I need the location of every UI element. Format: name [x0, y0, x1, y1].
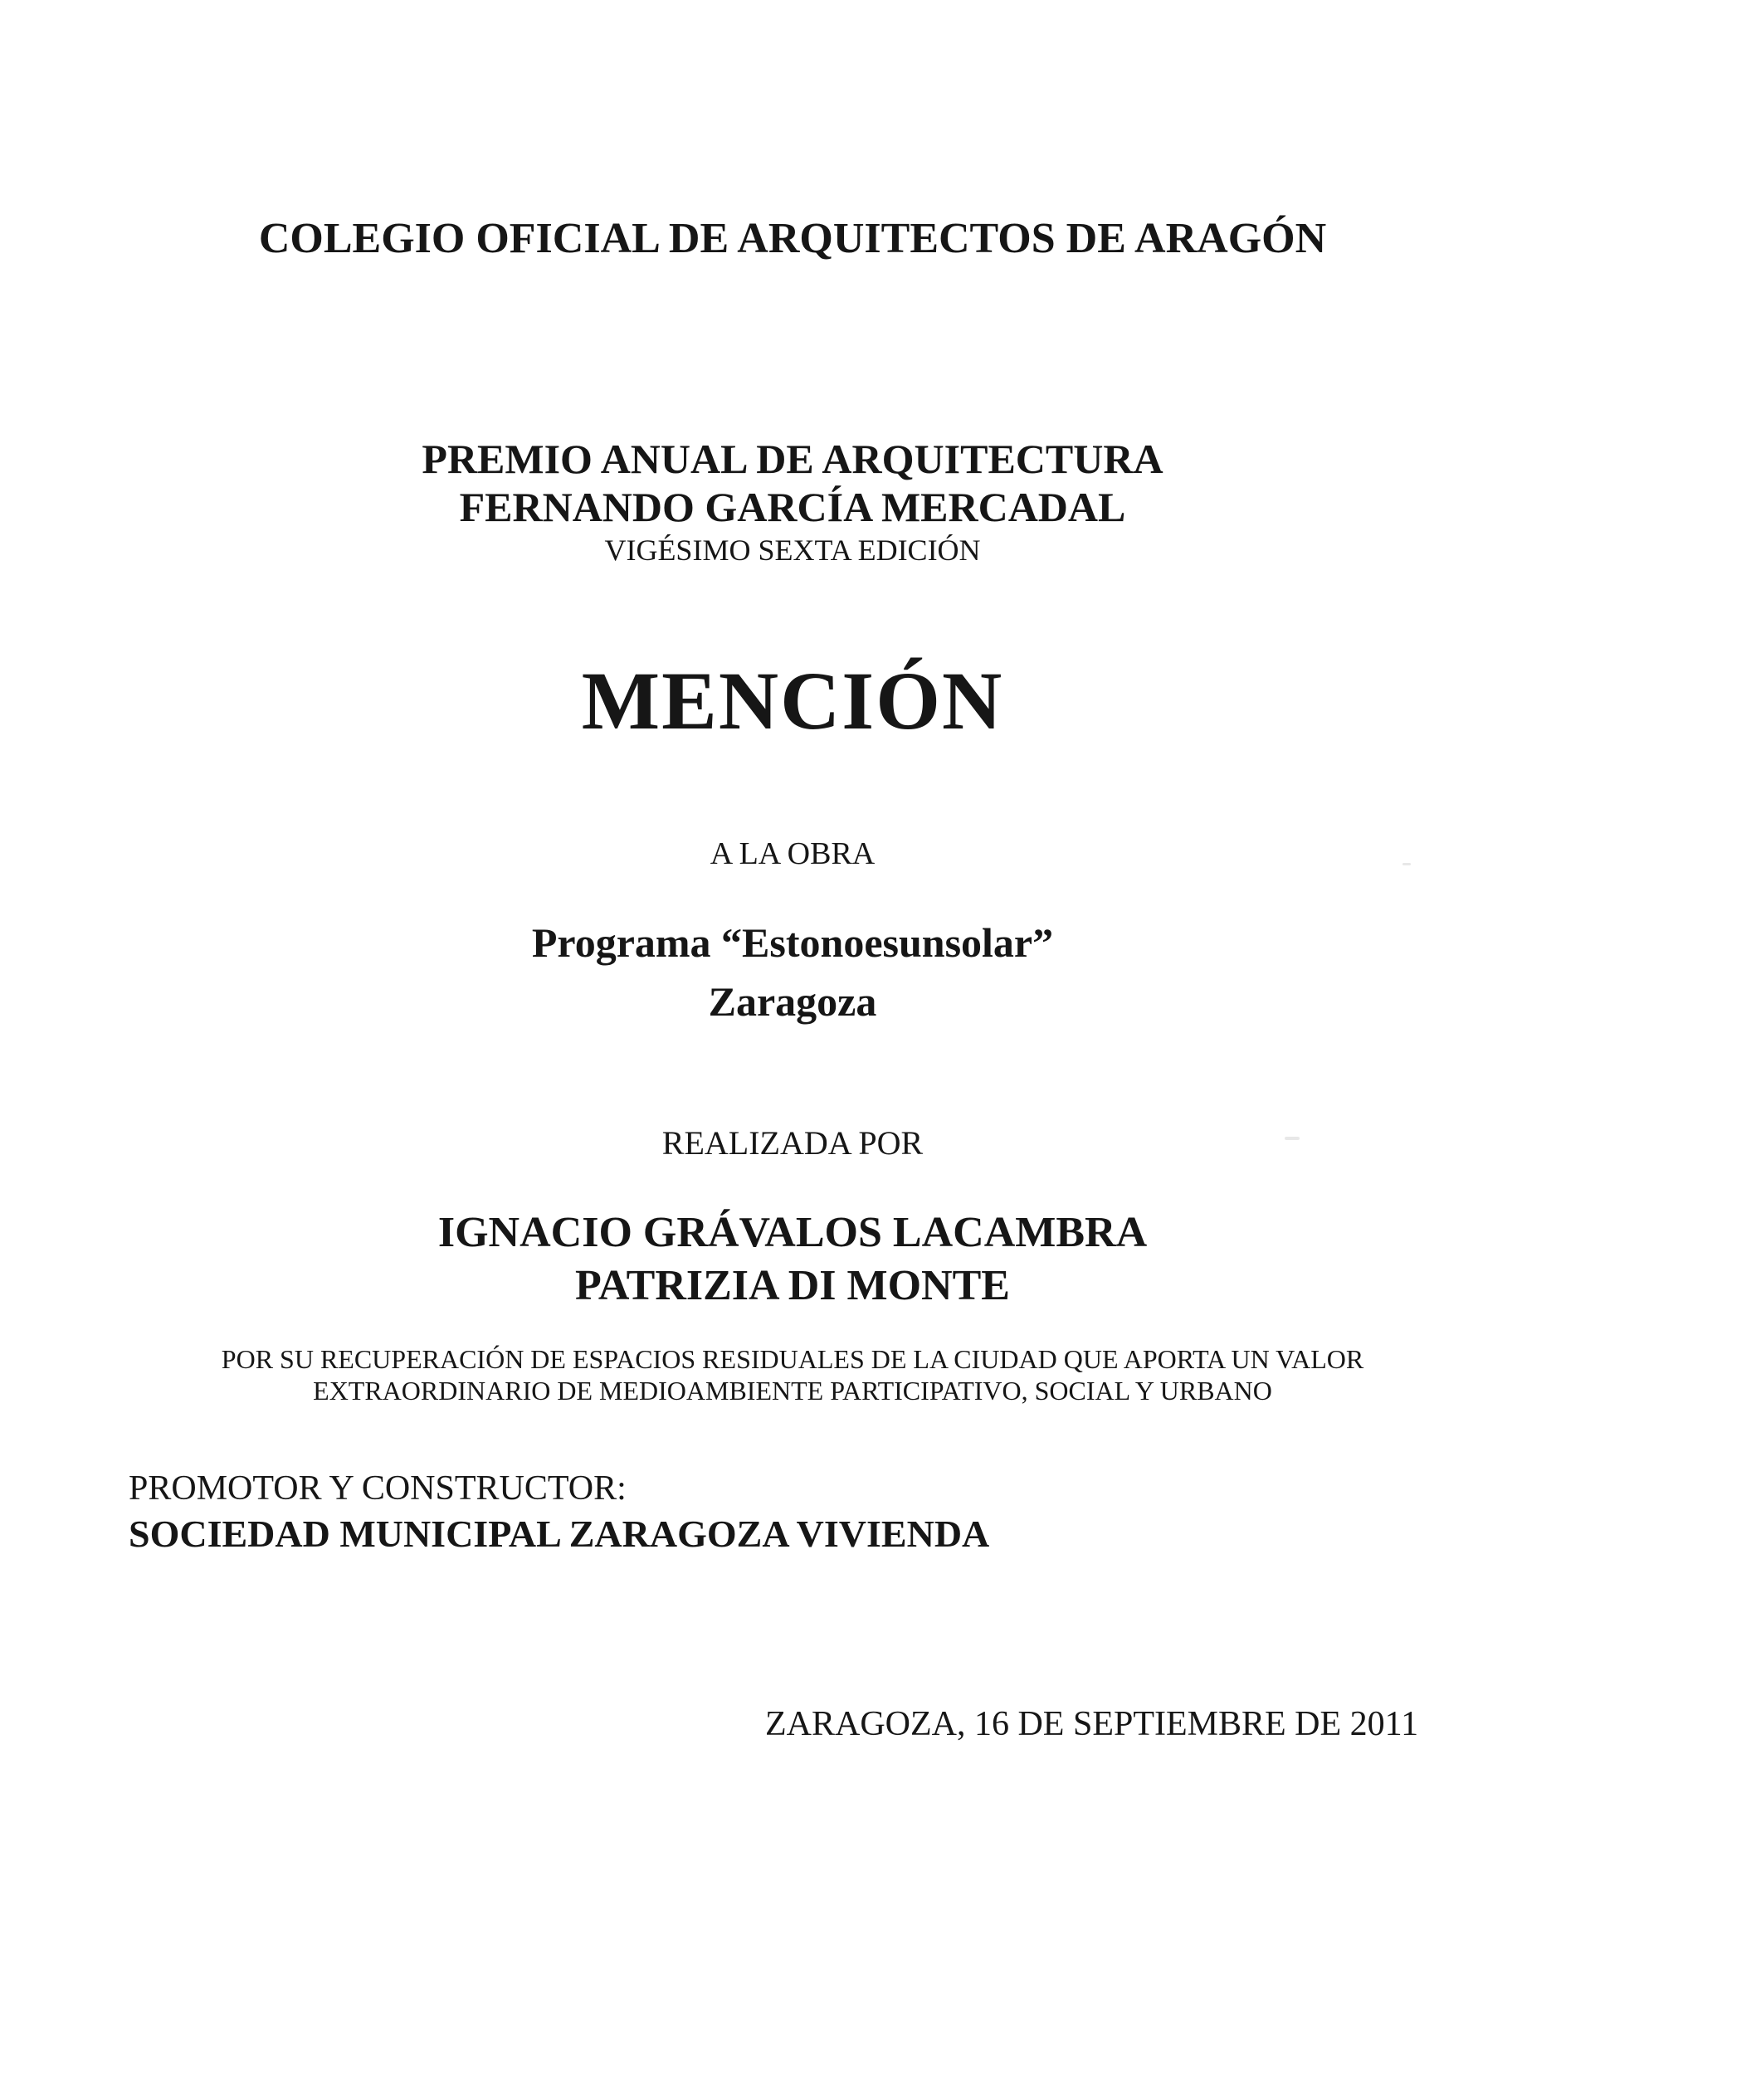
award-title-line-1: PREMIO ANUAL DE ARQUITECTURA: [422, 436, 1163, 482]
award-edition: VIGÉSIMO SEXTA EDICIÓN: [604, 534, 981, 567]
scan-speck: [1402, 863, 1411, 865]
place-and-date: ZARAGOZA, 16 DE SEPTIEMBRE DE 2011: [765, 1705, 1419, 1743]
promoter-name: SOCIEDAD MUNICIPAL ZARAGOZA VIVIENDA: [129, 1513, 990, 1555]
author-name: PATRIZIA DI MONTE: [575, 1262, 1010, 1309]
reason-line-2: EXTRAORDINARIO DE MEDIOAMBIENTE PARTICIPATIVO, SOCIAL Y URBANO: [313, 1376, 1272, 1406]
work-title: Programa “Estonoesunsolar”: [531, 919, 1054, 966]
reason-line-1: POR SU RECUPERACIÓN DE ESPACIOS RESIDUALES DE LA CIUDAD QUE APORTA UN VALOR: [221, 1344, 1364, 1374]
scan-speck: [1285, 1137, 1300, 1140]
promoter-label: PROMOTOR Y CONSTRUCTOR:: [129, 1469, 627, 1508]
work-intro: A LA OBRA: [710, 836, 876, 871]
authors-intro: REALIZADA POR: [661, 1124, 924, 1162]
award-title-line-2: FERNANDO GARCÍA MERCADAL: [459, 484, 1126, 530]
author-name: IGNACIO GRÁVALOS LACAMBRA: [437, 1209, 1148, 1256]
issuer-heading: COLEGIO OFICIAL DE ARQUITECTOS DE ARAGÓN: [258, 215, 1327, 262]
distinction-title: MENCIÓN: [581, 655, 1004, 747]
work-city: Zaragoza: [708, 978, 877, 1025]
